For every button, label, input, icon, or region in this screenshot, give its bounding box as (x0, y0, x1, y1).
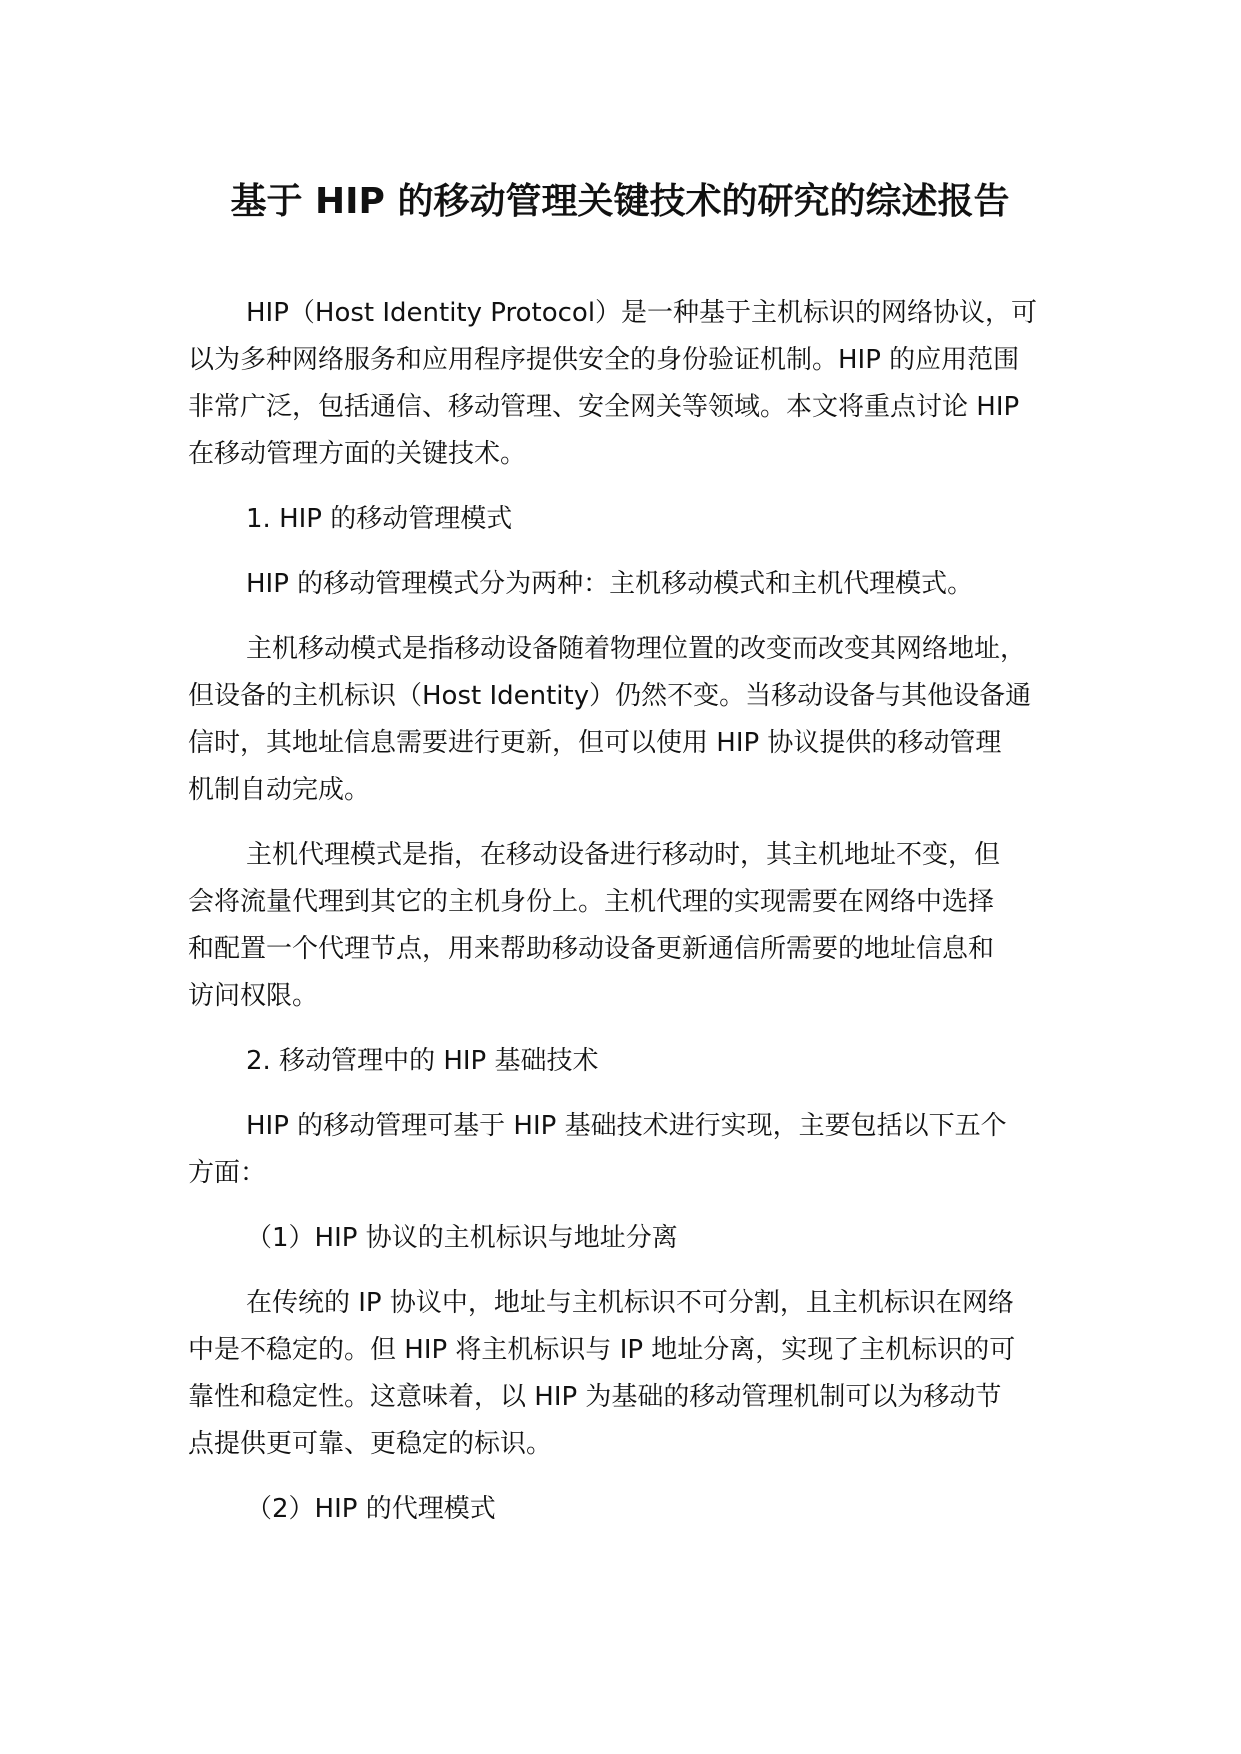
paragraph-line: 信时，其地址信息需要进行更新，但可以使用 HIP 协议提供的移动管理 (188, 728, 1002, 758)
paragraph-line: 在传统的 IP 协议中，地址与主机标识不可分割，且主机标识在网络 (246, 1288, 1014, 1318)
paragraph-line: HIP 的移动管理可基于 HIP 基础技术进行实现，主要包括以下五个 (246, 1111, 1007, 1141)
paragraph (188, 1280, 1078, 1468)
paragraph-line: 以为多种网络服务和应用程序提供安全的身份验证机制。HIP 的应用范围 (188, 345, 1020, 375)
paragraph-line: 会将流量代理到其它的主机身份上。主机代理的实现需要在网络中选择 (188, 887, 995, 917)
paragraph-line: HIP 的移动管理模式分为两种：主机移动模式和主机代理模式。 (246, 569, 974, 599)
paragraph (188, 626, 1078, 814)
paragraph-line: （1）HIP 协议的主机标识与地址分离 (246, 1223, 678, 1253)
paragraph (188, 1215, 1078, 1262)
document-title: 基于 HIP 的移动管理关键技术的研究的综述报告 (230, 181, 1010, 222)
paragraph-line: 主机代理模式是指，在移动设备进行移动时，其主机地址不变，但 (246, 840, 1001, 870)
paragraph-line: 机制自动完成。 (188, 775, 371, 805)
paragraph-line: 在移动管理方面的关键技术。 (188, 439, 527, 469)
paragraph-line: 但设备的主机标识（Host Identity）仍然不变。当移动设备与其他设备通 (188, 681, 1032, 711)
paragraph (188, 290, 1078, 478)
paragraph-line: （2）HIP 的代理模式 (246, 1494, 496, 1524)
paragraph-line: 方面： (188, 1158, 267, 1188)
paragraph (188, 1103, 1078, 1197)
paragraph (188, 1486, 1078, 1533)
paragraph (188, 496, 1078, 543)
paragraph (188, 561, 1078, 608)
document-body (188, 290, 1078, 1551)
paragraph-line: 点提供更可靠、更稳定的标识。 (188, 1429, 553, 1459)
paragraph-line: HIP（Host Identity Protocol）是一种基于主机标识的网络协议，可 (246, 298, 1038, 328)
paragraph (188, 1038, 1078, 1085)
paragraph (188, 832, 1078, 1020)
paragraph-line: 中是不稳定的。但 HIP 将主机标识与 IP 地址分离，实现了主机标识的可 (188, 1335, 1016, 1365)
paragraph-line: 和配置一个代理节点，用来帮助移动设备更新通信所需要的地址信息和 (188, 934, 995, 964)
paragraph-line: 访问权限。 (188, 981, 319, 1011)
paragraph-line: 主机移动模式是指移动设备随着物理位置的改变而改变其网络地址， (246, 634, 1027, 664)
paragraph-line: 非常广泛，包括通信、移动管理、安全网关等领域。本文将重点讨论 HIP (188, 392, 1020, 422)
paragraph-line: 2. 移动管理中的 HIP 基础技术 (246, 1046, 599, 1076)
paragraph-line: 靠性和稳定性。这意味着，以 HIP 为基础的移动管理机制可以为移动节 (188, 1382, 1002, 1412)
paragraph-line: 1. HIP 的移动管理模式 (246, 504, 513, 534)
